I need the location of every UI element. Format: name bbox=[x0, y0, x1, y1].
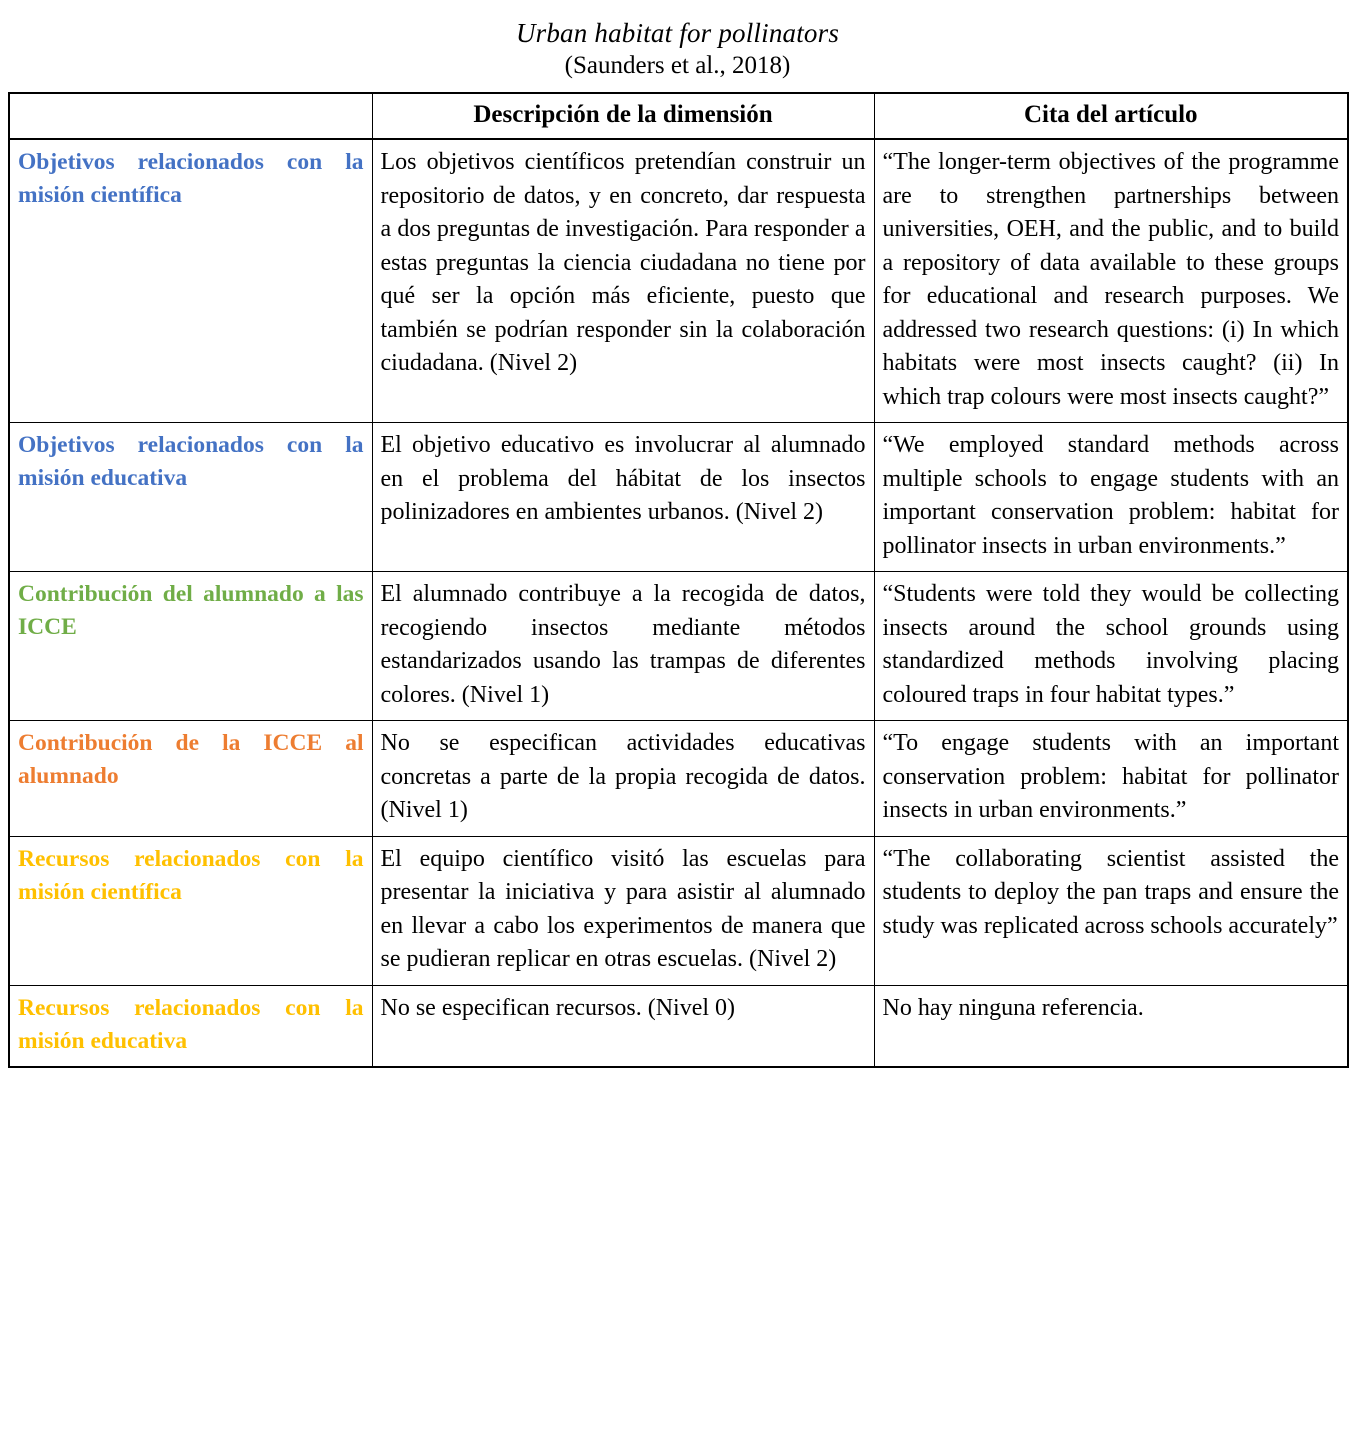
article-quote-cell: No hay ninguna referencia. bbox=[874, 985, 1348, 1067]
table-row bbox=[9, 721, 1348, 837]
dimension-description-cell: Los objetivos científicos pretendían construir un repositorio de datos, y en concreto, dar respuesta a dos preguntas de investigación. Para responder a estas preguntas la ciencia ciudadana no tiene por qué ser la opción más eficiente, puesto que también se podrían responder sin la colaboración ciudadana. (Nivel 2) bbox=[372, 139, 874, 423]
header-row bbox=[9, 93, 1348, 139]
dimension-description-cell: No se especifican actividades educativas concretas a parte de la propia recogida de datos. (Nivel 1) bbox=[372, 721, 874, 837]
article-quote-cell: “Students were told they would be collecting insects around the school grounds using standardized methods involving placing coloured traps in four habitat types.” bbox=[874, 572, 1348, 721]
dimension-label: Recursos relacionados con la misión educativa bbox=[18, 994, 364, 1054]
table-row bbox=[9, 836, 1348, 985]
dimension-label-cell bbox=[9, 139, 372, 423]
dimension-label-cell bbox=[9, 572, 372, 721]
table-row bbox=[9, 139, 1348, 423]
dimension-description-cell: El alumnado contribuye a la recogida de datos, recogiendo insectos mediante métodos estandarizados usando las trampas de diferentes colores. (Nivel 1) bbox=[372, 572, 874, 721]
dimension-description-cell: El equipo científico visitó las escuelas para presentar la iniciativa y para asistir al alumnado en llevar a cabo los experimentos de manera que se pudieran replicar en otras escuelas. (Nivel 2) bbox=[372, 836, 874, 985]
dimension-label-cell bbox=[9, 423, 372, 572]
column-header-dimension bbox=[9, 93, 372, 139]
dimension-label: Contribución del alumnado a las ICCE bbox=[18, 581, 364, 640]
table-row bbox=[9, 572, 1348, 721]
table-row bbox=[9, 423, 1348, 572]
table-row bbox=[9, 985, 1348, 1067]
article-quote-cell: “To engage students with an important conservation problem: habitat for pollinator insects in urban environments.” bbox=[874, 721, 1348, 837]
table-body bbox=[9, 139, 1348, 1067]
article-quote-cell: “The longer-term objectives of the programme are to strengthen partnerships between universities, OEH, and the public, and to build a repository of data available to these groups for educational and research purposes. We addressed two research questions: (i) In which habitats were most insects caught? (ii) In which trap colours were most insects caught?” bbox=[874, 139, 1348, 423]
dimension-description-cell: No se especifican recursos. (Nivel 0) bbox=[372, 985, 874, 1067]
dimension-label: Recursos relacionados con la misión científica bbox=[18, 845, 364, 905]
dimension-matrix-table bbox=[8, 92, 1349, 1068]
column-header-description: Descripción de la dimensión bbox=[372, 93, 874, 139]
dimension-description-cell: El objetivo educativo es involucrar al alumnado en el problema del hábitat de los insectos polinizadores en ambientes urbanos. (Nivel 2) bbox=[372, 423, 874, 572]
column-header-quote: Cita del artículo bbox=[874, 93, 1348, 139]
table-title-citation: (Saunders et al., 2018) bbox=[564, 52, 791, 79]
article-quote-cell: “We employed standard methods across multiple schools to engage students with an important conservation problem: habitat for pollinator insects in urban environments.” bbox=[874, 423, 1348, 572]
dimension-label: Objetivos relacionados con la misión científica bbox=[18, 149, 364, 208]
article-quote-cell: “The collaborating scientist assisted the students to deploy the pan traps and ensure the study was replicated across schools accurately” bbox=[874, 836, 1348, 985]
dimension-label: Objetivos relacionados con la misión educativa bbox=[18, 432, 364, 491]
dimension-label-cell bbox=[9, 836, 372, 985]
dimension-label-cell bbox=[9, 985, 372, 1067]
dimension-label: Contribución de la ICCE al alumnado bbox=[18, 730, 364, 789]
table-title-main: Urban habitat for pollinators bbox=[515, 18, 840, 48]
table-header bbox=[9, 93, 1348, 139]
table-title bbox=[0, 0, 1355, 92]
dimension-label-cell bbox=[9, 721, 372, 837]
